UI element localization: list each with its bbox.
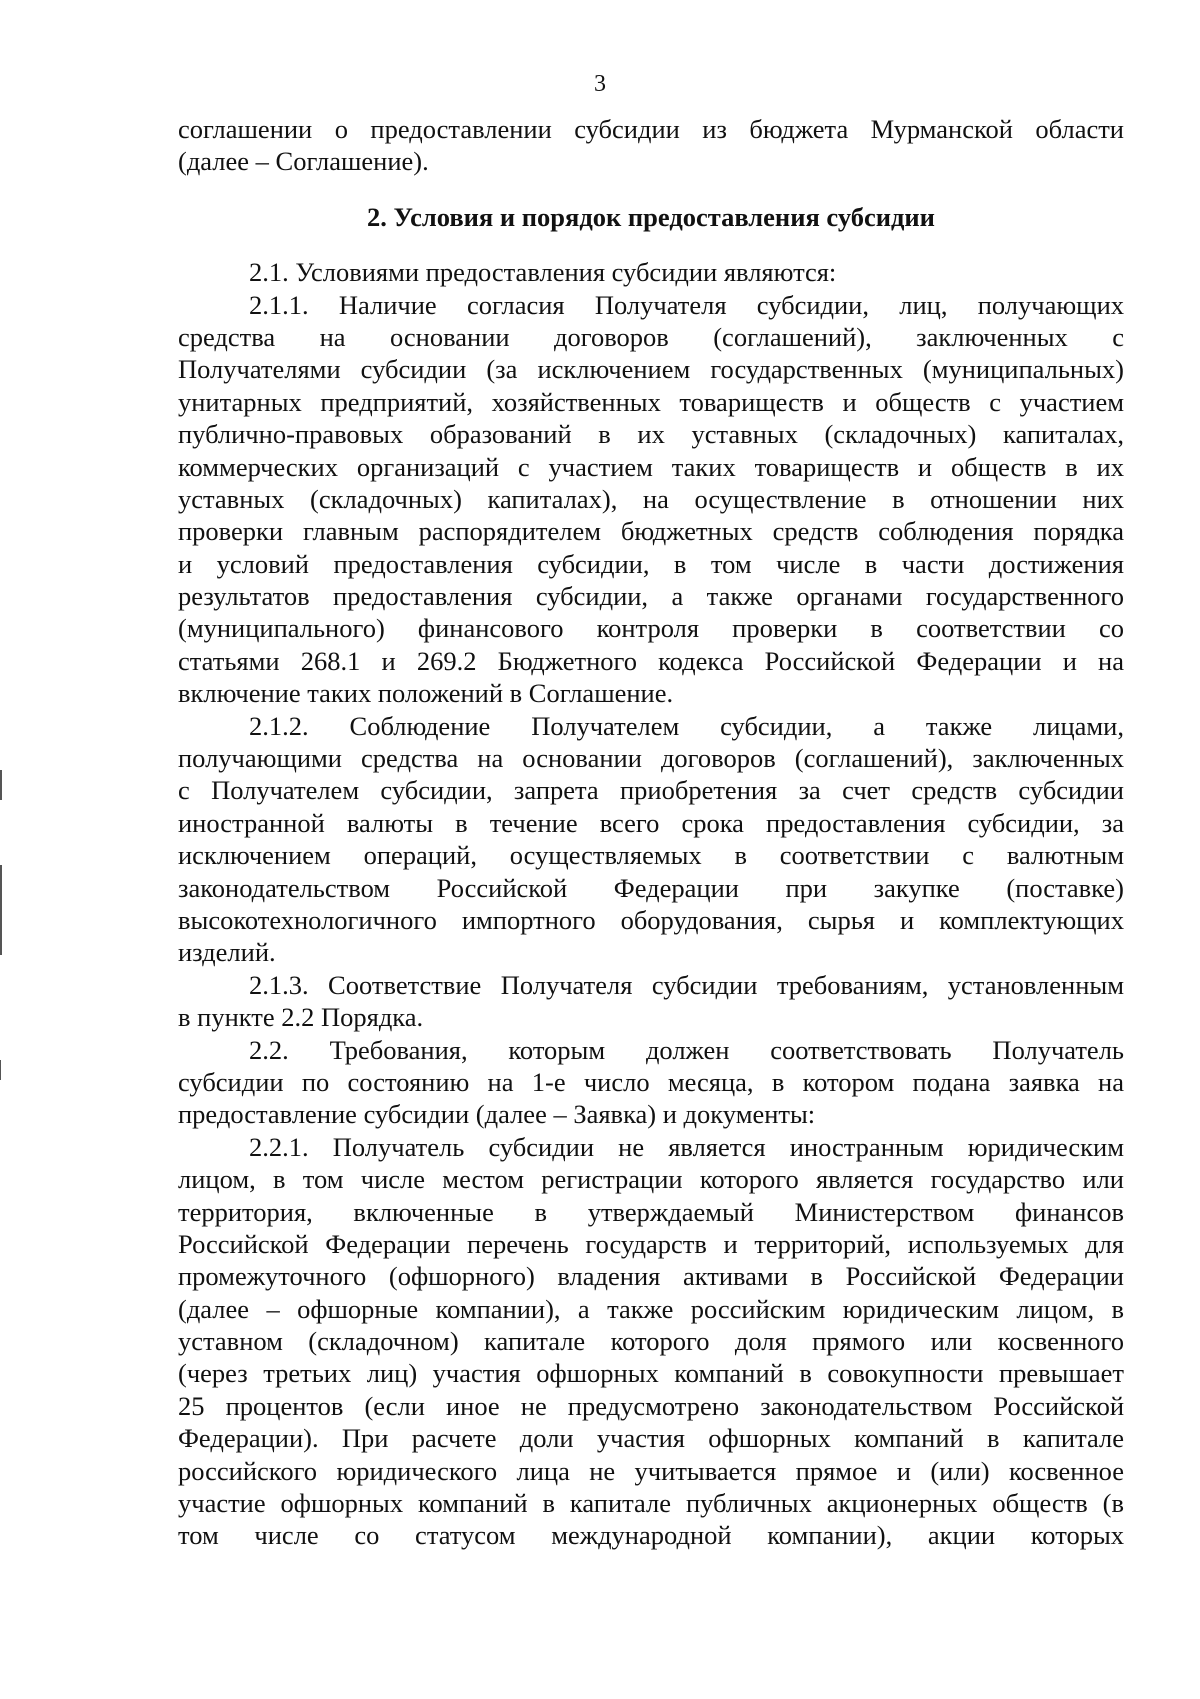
text-line: (далее – офшорные компании), а также российским юридическим лицом, в xyxy=(178,1293,1124,1324)
scan-edge-mark xyxy=(0,865,2,955)
intro-paragraph xyxy=(178,113,1124,178)
text-line: публично-правовых образований в их уставных (складочных) капиталах, xyxy=(178,419,1124,450)
text-line: промежуточного (офшорного) владения активами в Российской Федерации xyxy=(178,1261,1124,1292)
text-line: уставном (складочном) капитале которого доля прямого или косвенного xyxy=(178,1326,1124,1357)
text-line: 2.1. Условиями предоставления субсидии являются: xyxy=(249,257,837,288)
text-line: исключением операций, осуществляемых в соответствии с валютным xyxy=(178,840,1124,871)
section-body xyxy=(178,256,1124,1552)
text-line: результатов предоставления субсидии, а также органами государственного xyxy=(178,581,1124,612)
text-line: унитарных предприятий, хозяйственных товариществ и обществ с участием xyxy=(178,386,1124,417)
text-line: коммерческих организаций с участием таких товариществ и обществ в их xyxy=(178,451,1124,482)
text-line: высокотехнологичного импортного оборудования, сырья и комплектующих xyxy=(178,904,1124,935)
text-line: иностранной валюты в течение всего срока предоставления субсидии, за xyxy=(178,807,1124,838)
text-line: и условий предоставления субсидии, в том числе в части достижения xyxy=(178,548,1124,579)
text-line: Российской Федерации перечень государств и территорий, используемых для xyxy=(178,1228,1124,1259)
page-number: 3 xyxy=(594,71,606,97)
text-line: (далее – Соглашение). xyxy=(178,146,429,177)
text-line: соглашении о предоставлении субсидии из бюджета Мурманской области xyxy=(178,114,1124,144)
text-line: том числе со статусом международной компании), акции которых xyxy=(178,1520,1124,1551)
text-line: предоставление субсидии (далее – Заявка) и документы: xyxy=(178,1099,816,1130)
text-line: 2.1.3. Соответствие Получателя субсидии требованиям, установленным xyxy=(249,969,1124,1000)
text-line: законодательством Российской Федерации при закупке (поставке) xyxy=(178,872,1124,903)
text-line: 2.2.1. Получатель субсидии не является иностранным юридическим xyxy=(249,1131,1124,1162)
text-line: средства на основании договоров (соглашений), заключенных с xyxy=(178,321,1124,352)
text-line: Получателями субсидии (за исключением государственных (муниципальных) xyxy=(178,354,1124,385)
text-line: субсидии по состоянию на 1-е число месяца, в котором подана заявка на xyxy=(178,1066,1124,1097)
text-line: лицом, в том числе местом регистрации которого является государство или xyxy=(178,1164,1124,1195)
text-line: (муниципального) финансового контроля проверки в соответствии со xyxy=(178,613,1124,644)
text-line: статьями 268.1 и 269.2 Бюджетного кодекса Российской Федерации и на xyxy=(178,645,1124,676)
text-line: с Получателем субсидии, запрета приобретения за счет средств субсидии xyxy=(178,775,1124,806)
text-line: проверки главным распорядителем бюджетных средств соблюдения порядка xyxy=(178,516,1124,547)
text-line: включение таких положений в Соглашение. xyxy=(178,678,674,709)
text-line: территория, включенные в утверждаемый Министерством финансов xyxy=(178,1196,1124,1227)
text-line: уставных (складочных) капиталах), на осуществление в отношении них xyxy=(178,483,1124,514)
text-line: участие офшорных компаний в капитале публичных акционерных обществ (в xyxy=(178,1488,1124,1519)
text-line: 2.2. Требования, которым должен соответствовать Получатель xyxy=(249,1034,1124,1065)
text-line: (через третьих лиц) участия офшорных компаний в совокупности превышает xyxy=(178,1358,1124,1389)
text-line: в пункте 2.2 Порядка. xyxy=(178,1002,424,1033)
document-body xyxy=(178,113,1124,1552)
text-line: получающими средства на основании договоров (соглашений), заключенных xyxy=(178,743,1124,774)
scan-edge-mark xyxy=(0,1060,1,1080)
text-line: 25 процентов (если иное не предусмотрено законодательством Российской xyxy=(178,1390,1124,1421)
text-line: 2.1.2. Соблюдение Получателем субсидии, а также лицами, xyxy=(249,710,1124,741)
section-heading: 2. Условия и порядок предоставления субсидии xyxy=(367,201,935,232)
text-line: российского юридического лица не учитывается прямое и (или) косвенное xyxy=(178,1455,1124,1486)
text-line: 2.1.1. Наличие согласия Получателя субсидии, лиц, получающих xyxy=(249,289,1124,320)
text-line: Федерации). При расчете доли участия офшорных компаний в капитале xyxy=(178,1423,1124,1454)
scan-edge-mark xyxy=(0,770,2,800)
text-line: изделий. xyxy=(178,937,276,968)
